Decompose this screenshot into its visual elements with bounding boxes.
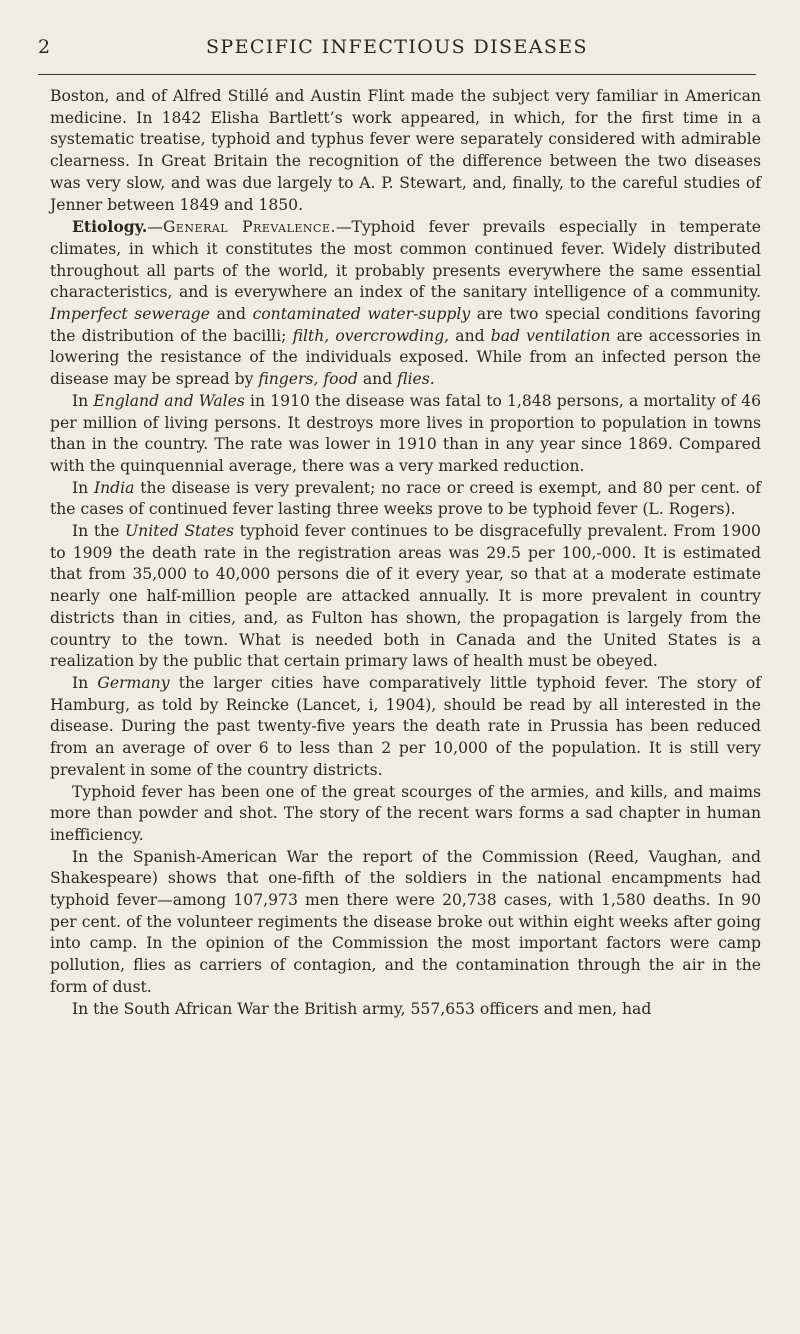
paragraph-armies: Typhoid fever has been one of the great scourges of the armies, and kills, and maims more than powder and shot. The story of the recent wars forms a sad chapter in human inefficiency. <box>50 782 761 844</box>
dash: — <box>335 218 352 237</box>
dash: — <box>147 218 163 237</box>
emphasis: bad ventilation <box>490 326 611 345</box>
emphasis: contaminated water-supply <box>252 305 471 324</box>
text-run: the disease is very prevalent; no race or creed is exempt, and 80 per cent. of the cases of continued fever lasting three weeks prove to be typhoid fever (L. Rogers). <box>50 478 761 519</box>
word-in: In <box>72 391 89 410</box>
paragraph-history: Boston, and of Alfred Stillé and Austin Flint made the subject very familiar in American medicine. In 1842 Elisha Bartlett’s work appeared, in which, for the first time in a systematic treatise, typhoid and typhus fever were separately considered with admirable clearness. In Great Britain the recognition of the difference between the two diseases was very slow, and was due largely to A. P. Stewart, and, finally, to the careful studies of Jenner between 1849 and 1850. <box>50 87 761 214</box>
emphasis: Imperfect sewerage <box>50 305 210 324</box>
place-name: England and Wales <box>93 391 245 410</box>
running-head: SPECIFIC INFECTIOUS DISEASES <box>206 36 588 58</box>
text-run: are accessories in lowering the resistance of the individuals exposed. While from an infected person the disease may be spread by <box>50 326 761 389</box>
place-name: India <box>93 478 135 497</box>
emphasis: flies. <box>397 370 435 389</box>
section-lead-etiology: Etiology. <box>72 217 148 237</box>
paragraph-spanish-american-war: In the Spanish-American War the report of the Commission (Reed, Vaughan, and Shakespeare) shows that one-fifth of the soldiers in the national encampments had typhoid fever—among 107,973 men there were 20,738 cases, with 1,580 deaths. In 90 per cent. of the volunteer regiments the disease broke out within eight weeks after going into camp. In the opinion of the Commission the most important factors were camp pollution, flies as carriers of contagion, and the contamination through the air in the form of dust. <box>50 847 761 996</box>
word-in: In <box>72 478 89 497</box>
text-run: the larger cities have comparatively little typhoid fever. The story of Hamburg, as told by Reincke (Lancet, i, 1904), should be read by all interested in the disease. During the past twenty-five years the death rate in Prussia has been reduced from an average of over 6 to less than 2 per 10,000 of the population. It is still very prevalent in some of the country districts. <box>50 673 761 779</box>
place-name: United States <box>125 522 235 541</box>
word-in: In <box>72 673 89 692</box>
emphasis: fingers, food <box>258 370 358 389</box>
paragraph-united-states <box>50 521 761 673</box>
paragraph-south-african-war: In the South African War the British army, 557,653 officers and men, had <box>72 999 652 1018</box>
text-run: typhoid fever continues to be disgracefully prevalent. From 1900 to 1909 the death rate in the registration areas was 29.5 per 100,-000. It is estimated that from 35,000 to 40,000 persons die of it every year, so that at a moderate estimate nearly one half-million people are attacked annually. It is more prevalent in country districts than in cities, and, as Fulton has shown, the propagation is largely from the country to the town. What is needed both in Canada and the United States is a realization by the public that certain primary laws of health must be obeyed. <box>50 522 761 671</box>
paragraph-india <box>50 478 761 521</box>
body-text <box>50 86 761 1020</box>
text-run: are two special conditions favoring the distribution of the bacilli; <box>50 305 761 345</box>
text-run: and <box>449 326 491 345</box>
paragraph-etiology <box>50 216 761 391</box>
place-name: Germany <box>97 673 170 692</box>
subheading-general-prevalence: General Prevalence. <box>162 218 336 237</box>
text-run: in 1910 the disease was fatal to 1,848 persons, a mortality of 46 per million of living persons. It destroys more lives in proportion to population in towns than in the country. The rate was lower in 1910 than in any year since 1869. Compared with the quinquennial average, there was a very marked reduction. <box>50 391 761 475</box>
paragraph-germany <box>50 673 761 782</box>
text-run: Typhoid fever prevails especially in temperate climates, in which it constitutes the most common continued fever. Widely distributed throughout all parts of the world, it probably presents everywhere the same essential characteristics, and is everywhere an index of the sanitary intelligence of a community. <box>50 218 762 302</box>
page-number: 2 <box>38 36 51 58</box>
word-in-the: In the <box>72 522 120 541</box>
text-run: and <box>210 305 253 324</box>
emphasis: filth, overcrowding, <box>292 326 450 345</box>
paragraph-england <box>50 391 761 478</box>
text-run: and <box>357 370 398 389</box>
page-header <box>38 34 756 75</box>
